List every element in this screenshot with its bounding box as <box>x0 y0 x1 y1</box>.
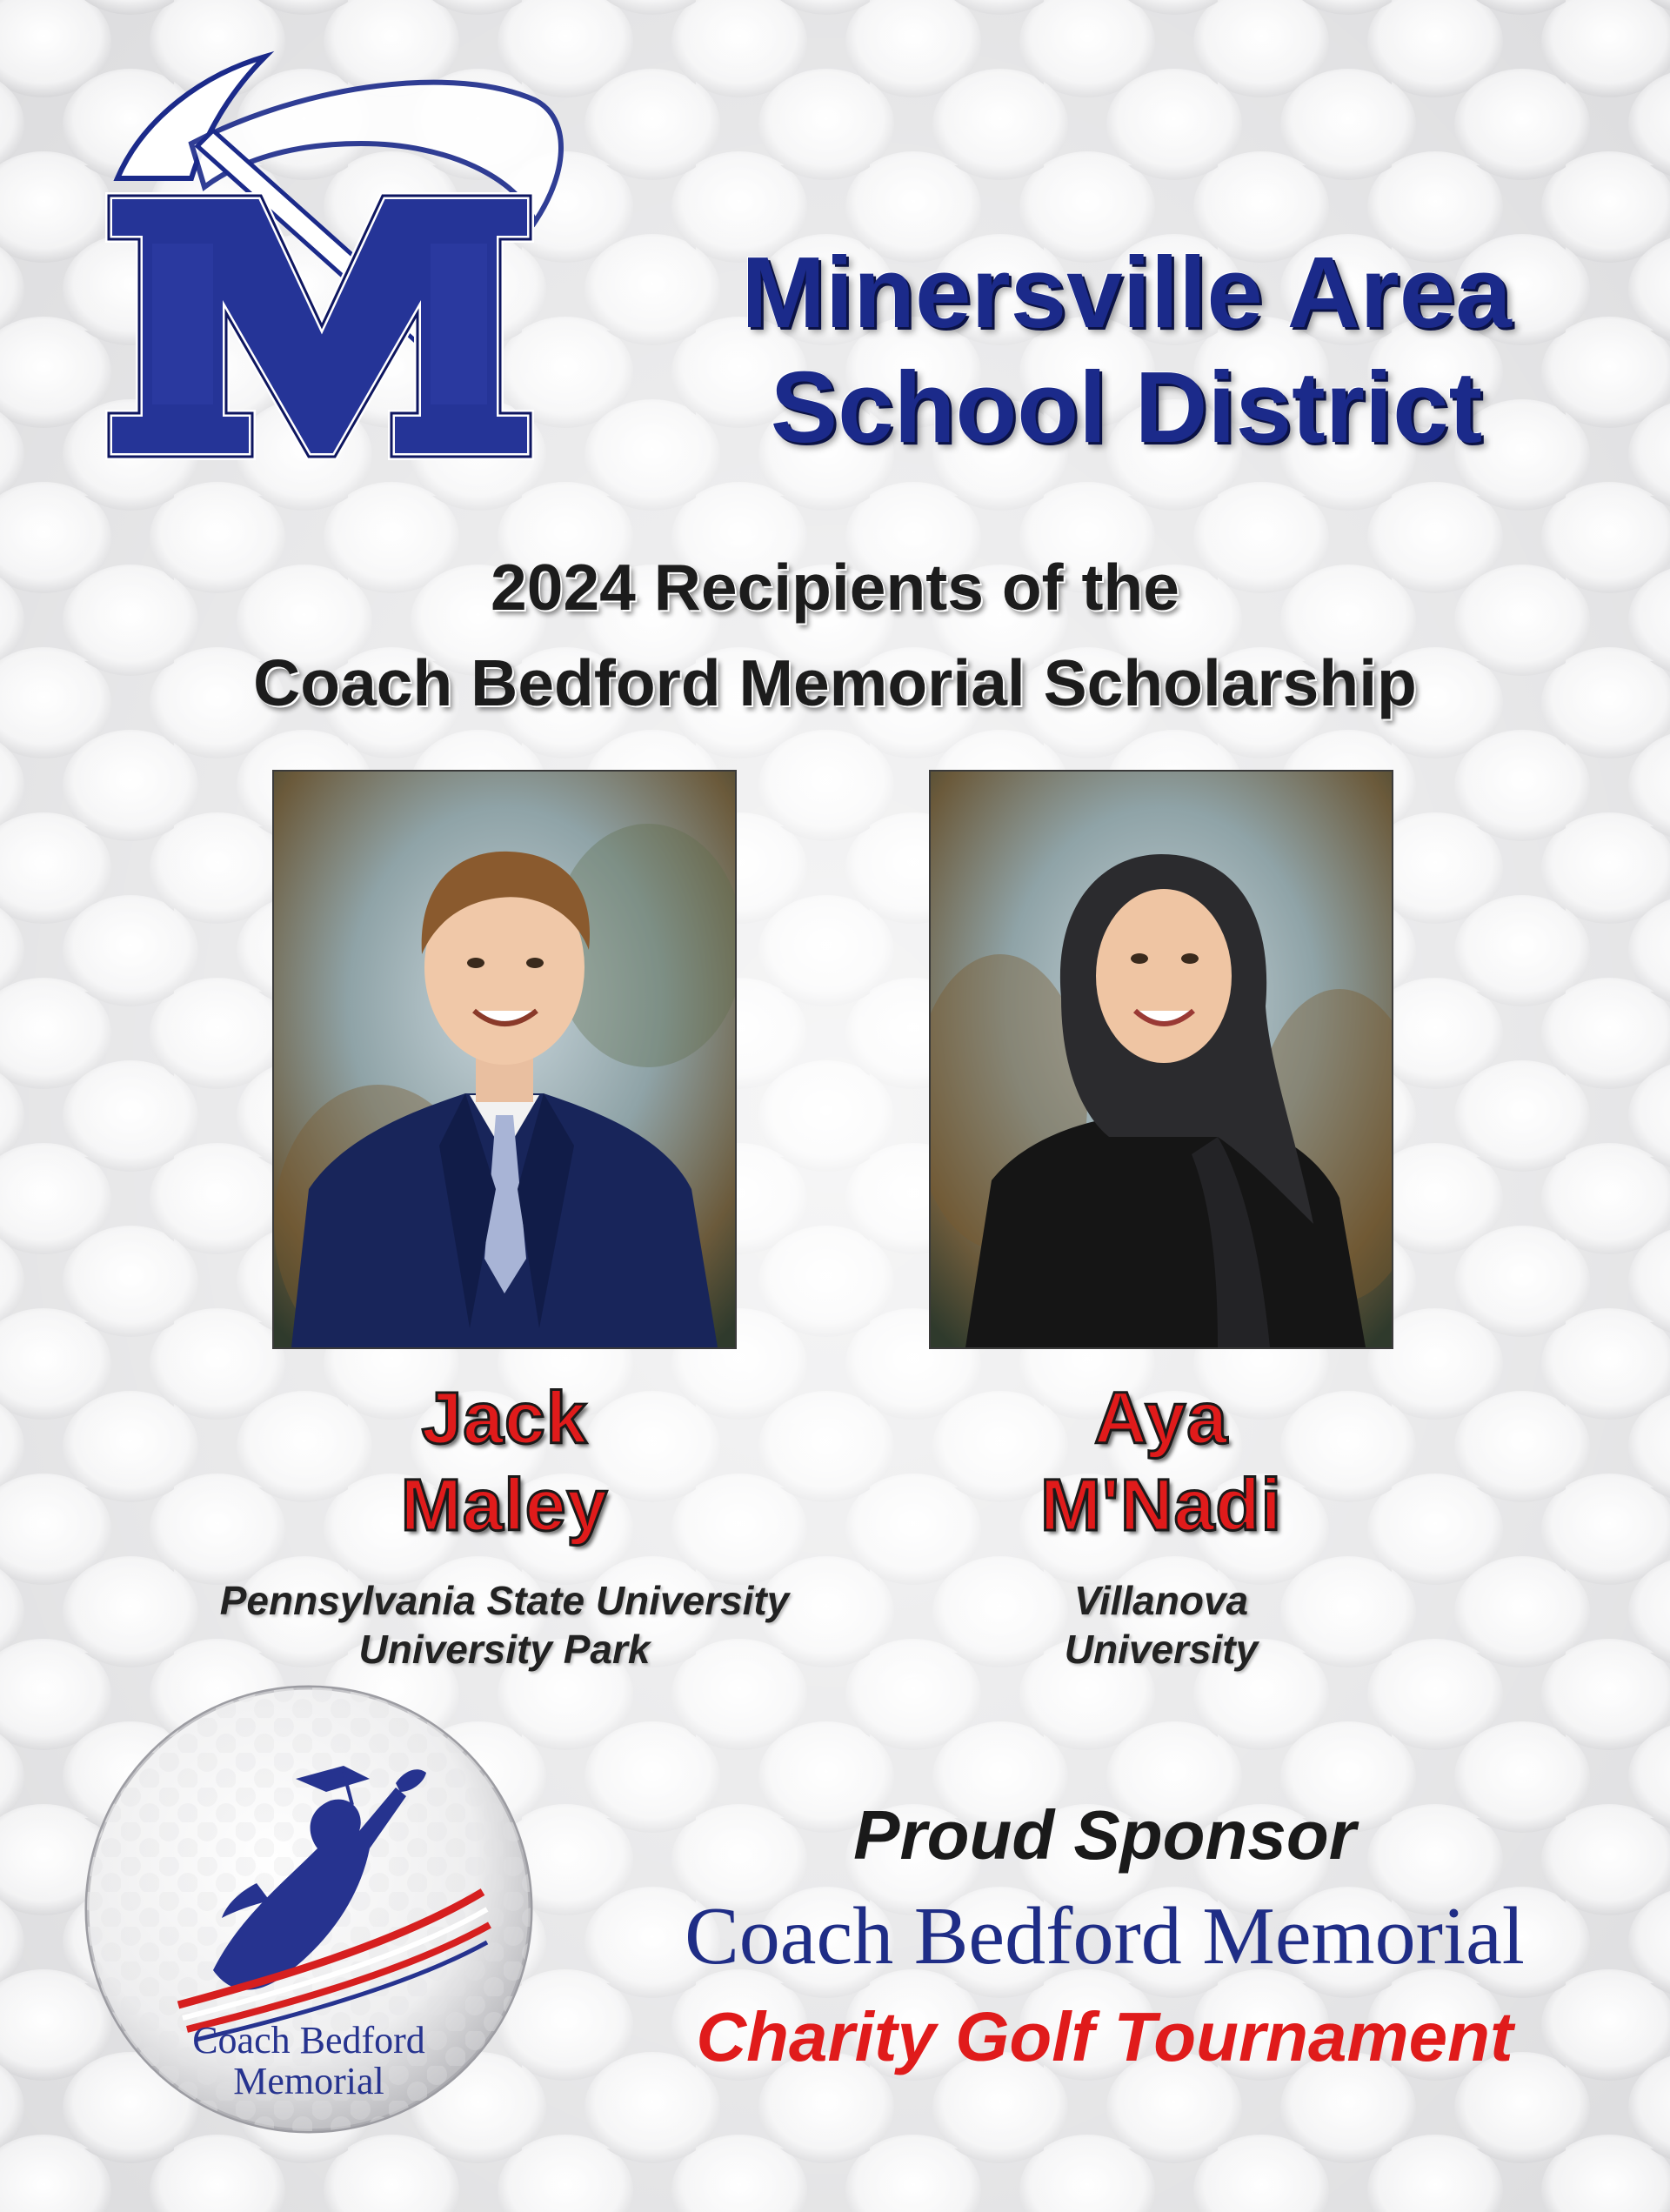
golf-ball-badge <box>83 1683 535 2135</box>
recipient-2-school-line2: University <box>1064 1627 1259 1672</box>
title-line2: Coach Bedford Memorial Scholarship <box>253 646 1417 719</box>
recipient-2-last-name: M'Nadi <box>1040 1464 1282 1546</box>
recipient-1-last-name: Maley <box>400 1464 609 1546</box>
recipient-1-school-line2: University Park <box>358 1627 651 1672</box>
district-name-line1: Minersville Area <box>741 236 1512 349</box>
recipient-1-school-line1: Pennsylvania State University <box>219 1578 790 1623</box>
badge-line1: Coach Bedford <box>192 2019 425 2062</box>
recipient-2-first-name: Aya <box>1094 1377 1228 1459</box>
badge-line2: Memorial <box>233 2060 384 2102</box>
sponsor-event-type: Charity Golf Tournament <box>696 1998 1513 2075</box>
recipient-photo-2 <box>931 772 1392 1347</box>
district-name <box>626 235 1627 464</box>
recipient-2-school-line1: Villanova <box>1073 1578 1249 1623</box>
sponsor-block <box>539 1792 1670 2081</box>
district-name-line2: School District <box>770 351 1483 464</box>
recipient-school-2 <box>770 1576 1553 1674</box>
recipient-photo-1 <box>274 772 735 1347</box>
sponsor-event-name: Coach Bedford Memorial <box>685 1891 1525 1981</box>
title-line1: 2024 Recipients of the <box>491 551 1179 624</box>
school-logo <box>83 48 639 509</box>
page-title <box>0 539 1670 731</box>
sponsor-label: Proud Sponsor <box>853 1796 1356 1874</box>
recipient-name-1 <box>200 1374 809 1548</box>
recipient-name-2 <box>857 1374 1466 1548</box>
recipient-1-first-name: Jack <box>421 1377 588 1459</box>
